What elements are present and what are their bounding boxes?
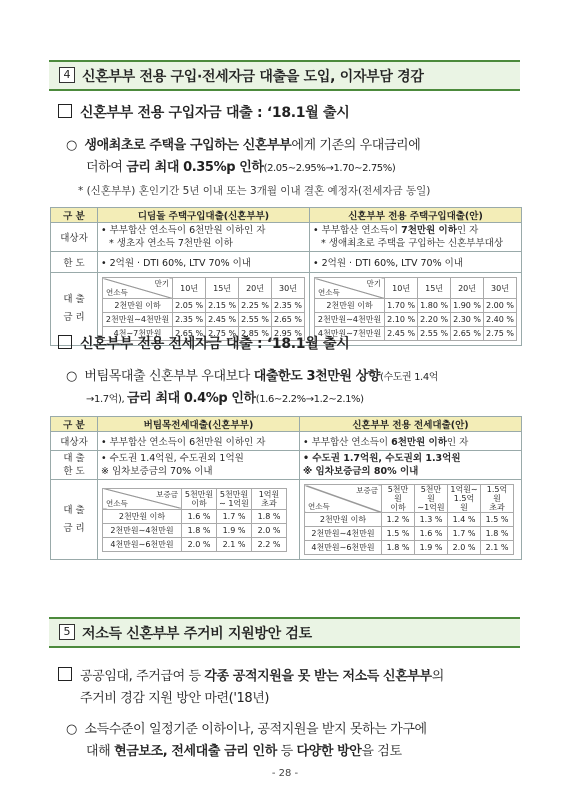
checkbox-square-icon (58, 667, 72, 681)
section-5-header (49, 617, 520, 648)
grid-corner (315, 278, 385, 299)
cell: • 2억원 · DTI 60%, LTV 70% 이내 (98, 252, 310, 273)
section-title: 신혼부부 전용 구입·전세자금 대출을 도입, 이자부담 경감 (82, 69, 424, 85)
text: 더하여 (86, 160, 127, 175)
grid-row (315, 299, 517, 313)
rate-grid-right (314, 277, 517, 341)
grid-head-row (305, 485, 514, 513)
cell (98, 223, 310, 252)
cell: • 2억원 · DTI 60%, LTV 70% 이내 (310, 252, 522, 273)
section-number: 5 (59, 624, 75, 640)
grid-row-label: 2천만원∼4천만원 (103, 313, 173, 327)
para-4-line-1: ○ 소득수준이 일정기준 이하이나, 공적지원을 받지 못하는 가구에 (66, 722, 427, 737)
grid-corner-bottom: 연소득 (106, 288, 128, 297)
text: →1.7억), (86, 394, 128, 405)
grid-row-label: 2천만원 이하 (305, 513, 382, 527)
grid-cell: 2.35 % (272, 299, 305, 313)
grid-cell: 1.8 % (252, 509, 287, 523)
grid-cell: 2.0 % (182, 537, 217, 551)
grid-cell: 2.75 % (484, 327, 517, 341)
grid-cell: 1.9 % (217, 523, 252, 537)
row-label: 한 도 (51, 252, 98, 273)
grid-cell: 2.0 % (448, 541, 481, 555)
grid-cell: 2.05 % (173, 299, 206, 313)
grid-cell: 2.65 % (272, 313, 305, 327)
emph: 생애최초로 주택을 구입하는 신혼부부 (84, 138, 292, 153)
grid-col-head: 1억원∼ 1.5억원 (448, 485, 481, 513)
row-label: 대상자 (51, 432, 98, 451)
footnote-1: * (신혼부부) 혼인기간 5년 이내 또는 3개월 이내 결혼 예정자(전세자금 동일) (78, 185, 431, 197)
grid-row (315, 313, 517, 327)
grid-col-head: 15년 (418, 278, 451, 299)
grid-row-label: 2천만원 이하 (103, 299, 173, 313)
grid-cell: 2.65 % (173, 327, 206, 341)
grid-cell: 2.10 % (385, 313, 418, 327)
grid-row-label: 2천만원∼4천만원 (315, 313, 385, 327)
rate-grid-right (304, 484, 514, 555)
text: 등 (276, 744, 297, 759)
text: (수도권 1.4억 (380, 372, 439, 383)
para-2-line-2 (86, 387, 364, 406)
row-label: 대 출 한 도 (51, 451, 98, 480)
grid-cell: 2.30 % (451, 313, 484, 327)
emph: 7천만원 이하 (401, 225, 457, 236)
grid-cell: 2.40 % (484, 313, 517, 327)
text: • 부부합산 연소득이 (303, 437, 392, 448)
grid-cell: 1.5 % (481, 513, 514, 527)
grid-head-row (315, 278, 517, 299)
grid-cell: 1.8 % (182, 523, 217, 537)
grid-cell: 2.35 % (173, 313, 206, 327)
para-2-line-1: ○ 버팀목대출 신혼부부 우대보다 대출한도 3천만원 상향(수도권 1.4억 (66, 369, 439, 384)
grid-row (103, 537, 287, 551)
heading-text: 신혼부부 전용 전세자금 대출 : ‘18.1월 출시 (80, 336, 350, 352)
row-label: 대상자 (51, 223, 98, 252)
purchase-loan-table (50, 207, 522, 346)
cell (98, 451, 300, 480)
grid-col-head: 5천만원 ∼ 1억원 (217, 488, 252, 509)
grid-cell: 2.55 % (418, 327, 451, 341)
text: (2.05∼2.95%→1.70∼2.75%) (263, 163, 396, 174)
grid-cell: 2.25 % (239, 299, 272, 313)
section-number: 4 (59, 67, 75, 83)
grid-cell: 2.75 % (206, 327, 239, 341)
grid-cell: 2.45 % (385, 327, 418, 341)
para-4-line-2 (86, 740, 402, 759)
text: 공공임대, 주거급여 등 (80, 669, 205, 684)
emph: 대출한도 3천만원 상향 (253, 369, 381, 384)
grid-row (103, 509, 287, 523)
col-head: 신혼부부 전용 전세대출(안) (300, 417, 522, 432)
emph: 각종 공적지원을 못 받는 저소득 신혼부부 (204, 669, 432, 684)
checkbox-square-icon (58, 104, 72, 118)
grid-col-head: 5천만원 이하 (382, 485, 415, 513)
grid-row-label: 4천∼7천만원 (103, 327, 173, 341)
grid-cell: 2.0 % (252, 523, 287, 537)
cell (300, 480, 522, 560)
grid-cell: 2.1 % (481, 541, 514, 555)
para-1-line-2 (86, 156, 395, 175)
cell-line: * 생애최초로 주택을 구입하는 신혼부부대상 (321, 238, 504, 249)
cell-line: • 수도권 1.7억원, 수도권외 1.3억원 (303, 453, 461, 464)
grid-cell: 1.9 % (415, 541, 448, 555)
grid-corner-top: 보증금 (156, 489, 178, 499)
section-4-header (49, 60, 520, 91)
grid-cell: 1.80 % (418, 299, 451, 313)
grid-cell: 2.2 % (252, 537, 287, 551)
heading-jeonse-loan (58, 333, 349, 353)
jeonse-loan-table (50, 416, 522, 560)
grid-corner-top: 만기 (154, 279, 170, 288)
grid-cell: 1.7 % (448, 527, 481, 541)
cell-line: ※ 임차보증금의 80% 이내 (303, 466, 419, 477)
grid-col-head: 10년 (385, 278, 418, 299)
col-head: 버팀목전세대출(신혼부부) (98, 417, 300, 432)
grid-col-head: 15년 (206, 278, 239, 299)
grid-col-head: 20년 (451, 278, 484, 299)
grid-cell: 1.8 % (481, 527, 514, 541)
cell (98, 480, 300, 560)
emph: 금리 최대 0.4%p 인하 (127, 391, 256, 406)
grid-row-label: 2천만원 이하 (315, 299, 385, 313)
grid-cell: 2.85 % (239, 327, 272, 341)
grid-corner (103, 278, 173, 299)
text: 의 (431, 669, 444, 684)
para-3-line-2: 주거비 경감 지원 방안 마련('18년) (80, 691, 270, 706)
grid-row (305, 513, 514, 527)
cell-line: • 부부합산 연소득이 6천만원 이하인 자 (101, 225, 266, 236)
grid-col-head: 1.5억원 초과 (481, 485, 514, 513)
rate-grid-left (102, 488, 287, 552)
grid-col-head: 1억원 초과 (252, 488, 287, 509)
grid-row-label: 4천만원∼7천만원 (315, 327, 385, 341)
grid-corner-bottom: 연소득 (318, 288, 340, 297)
grid-row-label: 2천만원∼4천만원 (305, 527, 382, 541)
cell: • 부부합산 연소득이 6천만원 이하인 자 (98, 432, 300, 451)
grid-corner (103, 488, 182, 509)
grid-cell: 2.1 % (217, 537, 252, 551)
grid-cell: 1.4 % (448, 513, 481, 527)
text: (1.6∼2.2%→1.2∼2.1%) (255, 394, 364, 405)
grid-cell: 1.8 % (382, 541, 415, 555)
grid-row-label: 2천만원 이하 (103, 509, 182, 523)
rate-grid-left (102, 277, 305, 341)
text: 인 자 (456, 225, 479, 236)
grid-col-head: 5천만원 이하 (182, 488, 217, 509)
grid-cell: 2.15 % (206, 299, 239, 313)
emph: 현금보조, 전세대출 금리 인하 (114, 744, 277, 759)
section-title: 저소득 신혼부부 주거비 지원방안 검토 (82, 626, 312, 642)
grid-row-label: 4천만원∼6천만원 (305, 541, 382, 555)
grid-corner (305, 485, 382, 513)
grid-corner-bottom: 연소득 (106, 498, 128, 508)
grid-row (103, 299, 305, 313)
grid-corner-bottom: 연소득 (308, 502, 330, 511)
heading-purchase-loan (58, 102, 349, 122)
grid-row-label: 2천만원∼4천만원 (103, 523, 182, 537)
grid-row (305, 527, 514, 541)
grid-cell: 2.20 % (418, 313, 451, 327)
text: 대해 (86, 744, 115, 759)
grid-row (103, 523, 287, 537)
col-head: 디딤돌 주택구입대출(신혼부부) (98, 208, 310, 223)
cell (310, 223, 522, 252)
row-label: 대 출 금 리 (51, 273, 98, 346)
emph: 다양한 방안 (296, 744, 362, 759)
page-number: - 28 - (271, 768, 299, 779)
grid-col-head: 30년 (272, 278, 305, 299)
grid-head-row (103, 278, 305, 299)
grid-cell: 1.6 % (182, 509, 217, 523)
cell-line: ※ 임차보증금의 70% 이내 (101, 466, 213, 477)
checkbox-square-icon (58, 335, 72, 349)
text: 을 검토 (361, 744, 402, 759)
para-3-line-1 (58, 665, 444, 684)
text: 에게 기존의 우대금리에 (291, 138, 421, 153)
grid-cell: 2.55 % (239, 313, 272, 327)
text: 소득수준이 일정기준 이하이나, 공적지원을 받지 못하는 가구에 (84, 722, 427, 737)
para-1-line-1: ○ 생애최초로 주택을 구입하는 신혼부부에게 기존의 우대금리에 (66, 138, 421, 153)
grid-cell: 2.00 % (484, 299, 517, 313)
grid-row-label: 4천만원∼6천만원 (103, 537, 182, 551)
text: • 부부합산 연소득이 (313, 225, 402, 236)
emph: 6천만원 이하 (391, 437, 447, 448)
cell-line (313, 224, 518, 237)
heading-text: 신혼부부 전용 구입자금 대출 : ‘18.1월 출시 (80, 105, 350, 121)
grid-cell: 1.5 % (382, 527, 415, 541)
grid-cell: 1.7 % (217, 509, 252, 523)
grid-col-head: 20년 (239, 278, 272, 299)
grid-head-row (103, 488, 287, 509)
emph: 금리 최대 0.35%p 인하 (126, 160, 264, 175)
grid-col-head: 10년 (173, 278, 206, 299)
col-head: 구 분 (51, 208, 98, 223)
text: 인 자 (446, 437, 469, 448)
grid-cell: 2.45 % (206, 313, 239, 327)
grid-cell: 1.6 % (415, 527, 448, 541)
text: 버팀목대출 신혼부부 우대보다 (84, 369, 254, 384)
cell (300, 451, 522, 480)
grid-cell: 2.65 % (451, 327, 484, 341)
grid-cell: 2.95 % (272, 327, 305, 341)
cell-line: * 생초자 연소득 7천만원 이하 (109, 238, 233, 249)
grid-corner-top: 만기 (366, 279, 382, 288)
grid-cell: 1.2 % (382, 513, 415, 527)
cell (300, 432, 522, 451)
grid-corner-top: 보증금 (356, 486, 378, 495)
grid-col-head: 30년 (484, 278, 517, 299)
grid-row (103, 313, 305, 327)
grid-cell: 1.70 % (385, 299, 418, 313)
grid-cell: 1.90 % (451, 299, 484, 313)
row-label: 대 출 금 리 (51, 480, 98, 560)
grid-row (305, 541, 514, 555)
grid-cell: 1.3 % (415, 513, 448, 527)
cell-line: • 수도권 1.4억원, 수도권외 1억원 (101, 453, 244, 464)
col-head: 신혼부부 전용 주택구입대출(안) (310, 208, 522, 223)
grid-col-head: 5천만원 ∼1억원 (415, 485, 448, 513)
col-head: 구 분 (51, 417, 98, 432)
